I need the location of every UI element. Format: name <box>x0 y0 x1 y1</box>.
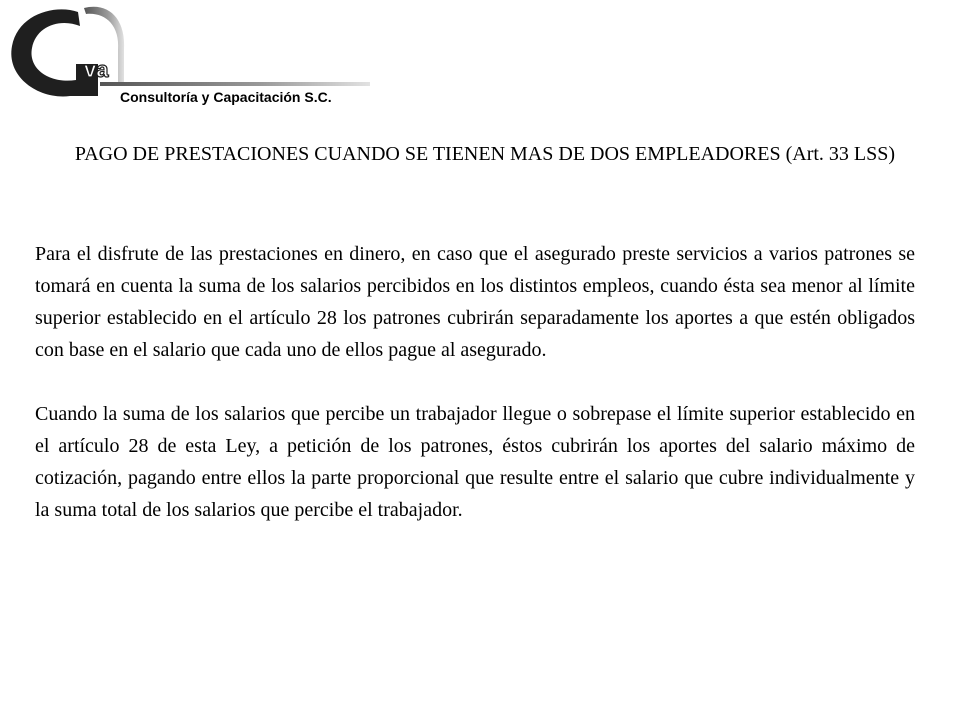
document-body <box>35 238 915 558</box>
logo-underline <box>100 82 370 86</box>
document-title: PAGO DE PRESTACIONES CUANDO SE TIENEN MAS DE DOS EMPLEADORES (Art. 33 LSS) <box>74 143 896 165</box>
paragraph-1: Para el disfrute de las prestaciones en dinero, en caso que el asegurado preste servicios a varios patrones se tomará en cuenta la suma de los salarios percibidos en los distintos empleos, cuando ésta sea menor al límite superior establecido en el artículo 28 los patrones cubrirán separadamente los aportes a que estén obligados con base en el salario que cada uno de ellos pague al asegurado. <box>35 243 915 361</box>
paragraph-2: Cuando la suma de los salarios que percibe un trabajador llegue o sobrepase el límite superior establecido en el artículo 28 de esta Ley, a petición de los patrones, éstos cubrirán los aportes del salario máximo de cotización, pagando entre ellos la parte proporcional que resulte entre el salario que cubre individualmente y la suma total de los salarios que percibe el trabajador. <box>35 403 915 521</box>
company-name: Consultoría y Capacitación S.C. <box>120 89 332 105</box>
logo-letters: va <box>84 57 109 82</box>
g-letter-mark <box>11 9 98 96</box>
